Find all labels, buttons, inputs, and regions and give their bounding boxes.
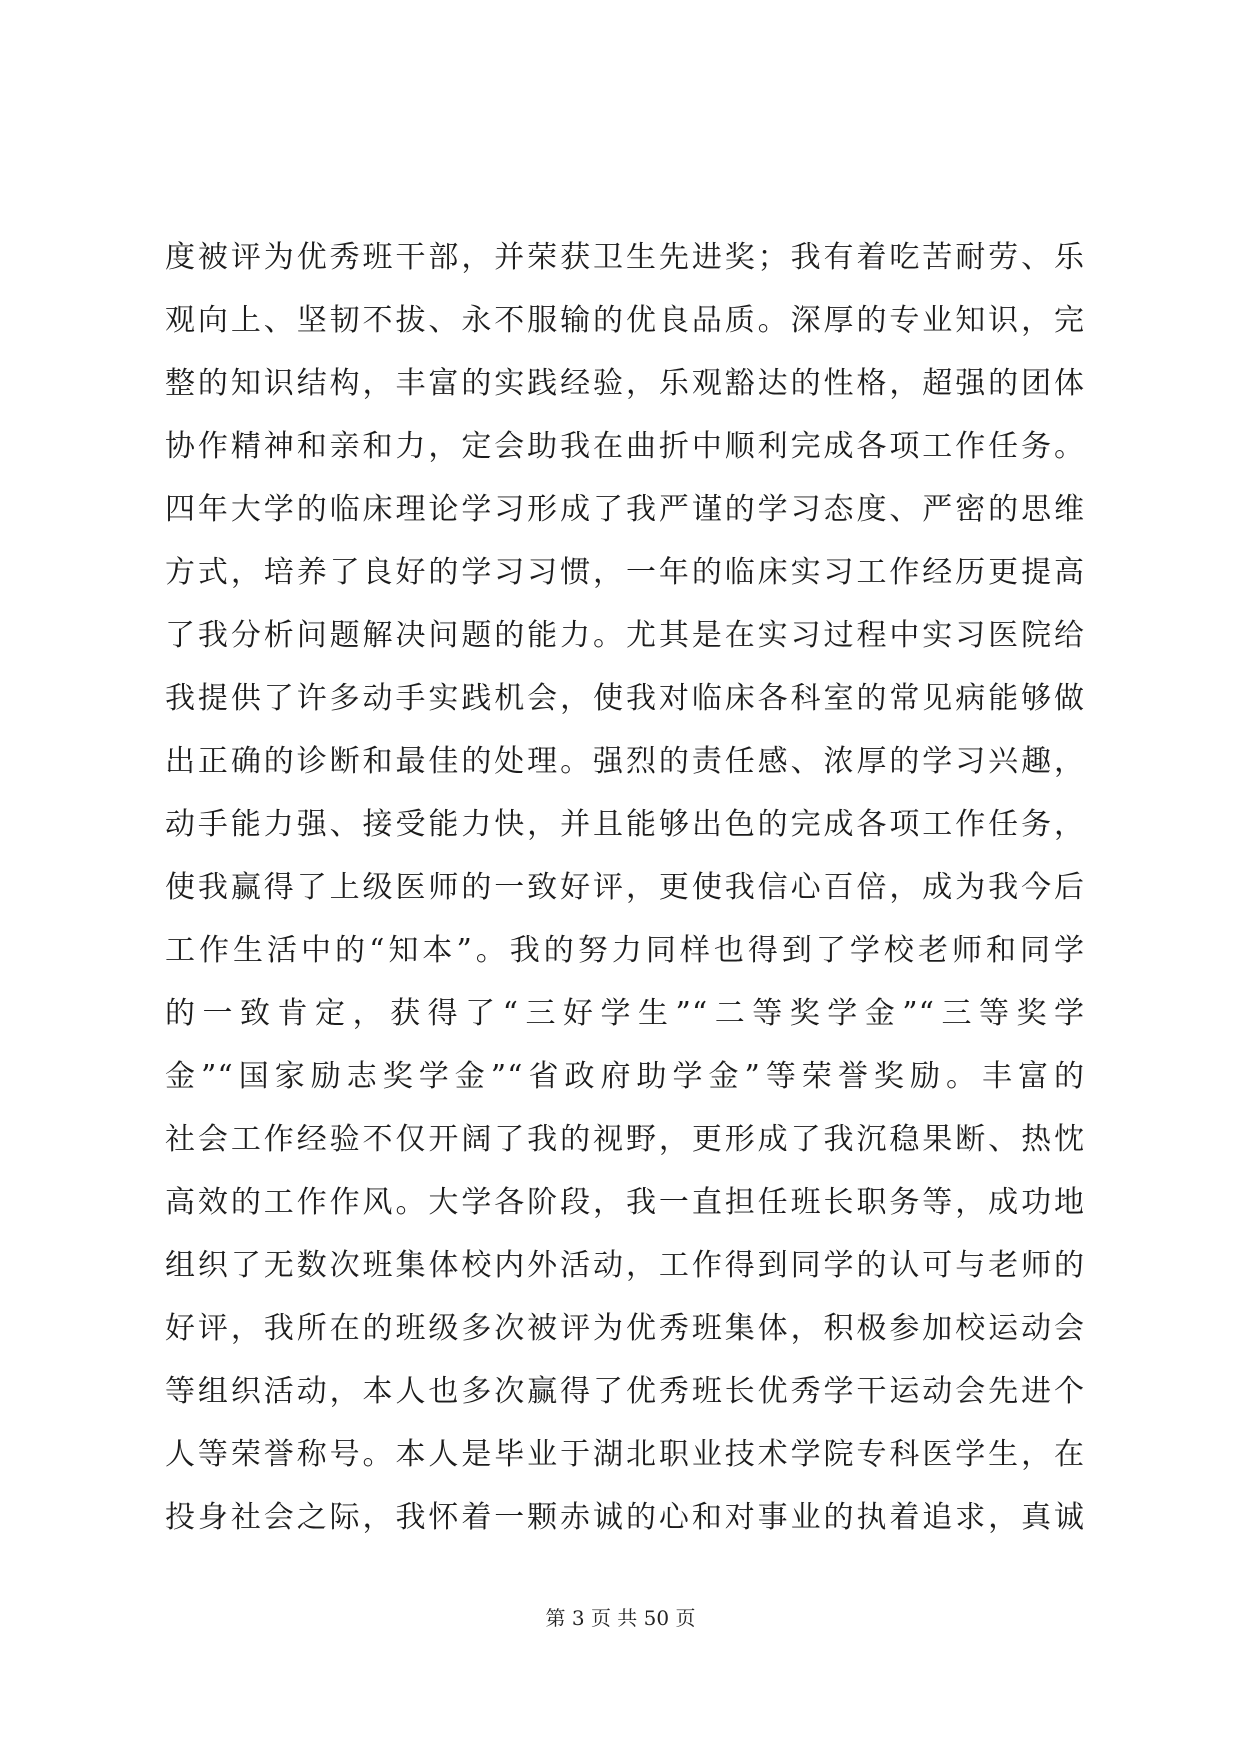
- body-paragraph: [165, 226, 1085, 1549]
- text-line: 人等荣誉称号。本人是毕业于湖北职业技术学院专科医学生，在: [165, 1437, 1085, 1472]
- text-line: 整的知识结构，丰富的实践经验，乐观豁达的性格，超强的团体: [165, 366, 1085, 401]
- text-line: 社会工作经验不仅开阔了我的视野，更形成了我沉稳果断、热忱: [165, 1122, 1085, 1157]
- text-line: 度被评为优秀班干部，并荣获卫生先进奖；我有着吃苦耐劳、乐: [165, 240, 1085, 275]
- text-line: 金”“国家励志奖学金”“省政府助学金”等荣誉奖励。丰富的: [165, 1059, 1085, 1094]
- text-line: 好评，我所在的班级多次被评为优秀班集体，积极参加校运动会: [165, 1311, 1085, 1346]
- text-line: 工作生活中的“知本”。我的努力同样也得到了学校老师和同学: [165, 933, 1085, 968]
- text-line: 协作精神和亲和力，定会助我在曲折中顺利完成各项工作任务。: [165, 429, 1085, 464]
- text-line: 投身社会之际，我怀着一颗赤诚的心和对事业的执着追求，真诚: [165, 1500, 1085, 1535]
- text-line: 高效的工作作风。大学各阶段，我一直担任班长职务等，成功地: [165, 1185, 1085, 1220]
- text-line: 动手能力强、接受能力快，并且能够出色的完成各项工作任务，: [165, 807, 1085, 842]
- text-line: 四年大学的临床理论学习形成了我严谨的学习态度、严密的思维: [165, 492, 1085, 527]
- text-line: 观向上、坚韧不拔、永不服输的优良品质。深厚的专业知识，完: [165, 303, 1085, 338]
- text-line: 使我赢得了上级医师的一致好评，更使我信心百倍，成为我今后: [165, 870, 1085, 905]
- page-number-footer: 第 3 页 共 50 页: [545, 1606, 696, 1630]
- text-line: 我提供了许多动手实践机会，使我对临床各科室的常见病能够做: [165, 681, 1085, 716]
- text-line: 方式，培养了良好的学习习惯，一年的临床实习工作经历更提高: [165, 555, 1085, 590]
- text-line: 的一致肯定，获得了“三好学生”“二等奖学金”“三等奖学: [165, 996, 1085, 1031]
- text-line: 组织了无数次班集体校内外活动，工作得到同学的认可与老师的: [165, 1248, 1085, 1283]
- text-line: 等组织活动，本人也多次赢得了优秀班长优秀学干运动会先进个: [165, 1374, 1085, 1409]
- text-line: 出正确的诊断和最佳的处理。强烈的责任感、浓厚的学习兴趣，: [165, 744, 1085, 779]
- text-line: 了我分析问题解决问题的能力。尤其是在实习过程中实习医院给: [165, 618, 1085, 653]
